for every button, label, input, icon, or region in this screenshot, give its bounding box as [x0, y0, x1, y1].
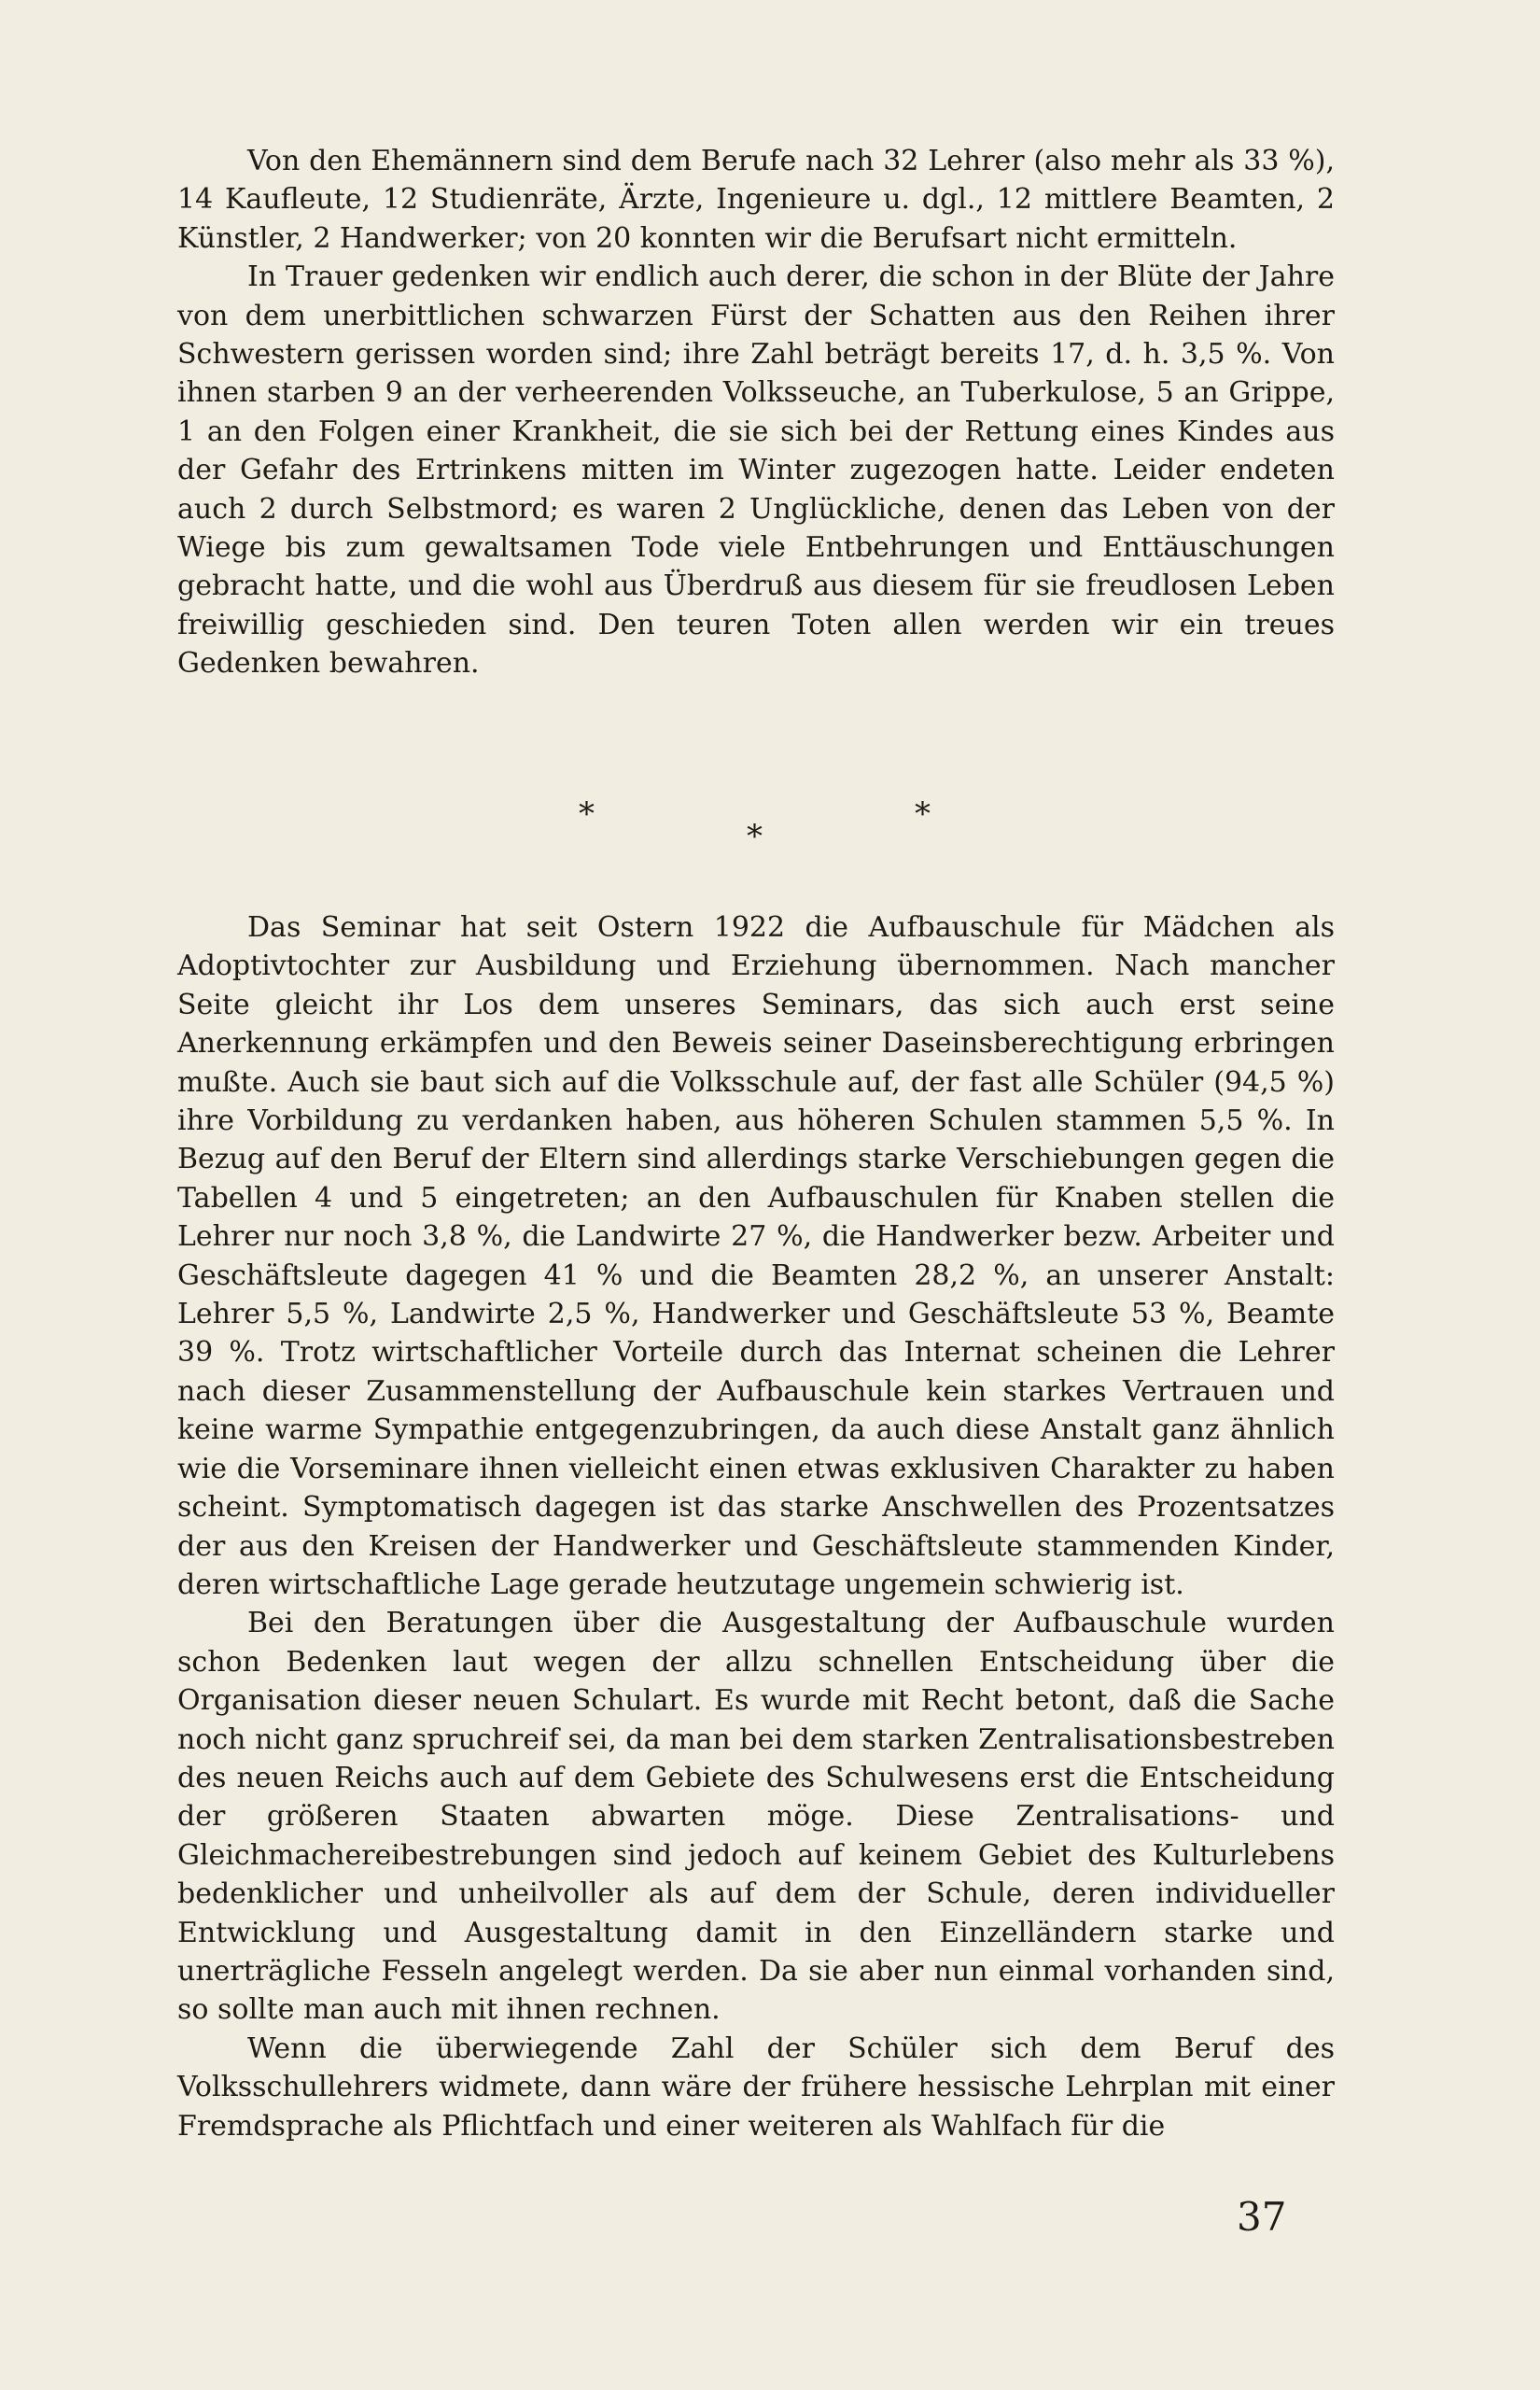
separator-asterisk-center: * [747, 818, 763, 855]
paragraph-trauer: In Trauer gedenken wir endlich auch derer, die schon in der Blüte der Jahre von dem unerbittlichen schwarzen Fürst der Schatten aus den Reihen ihrer Schwestern gerissen worden sind; ihre Zahl beträgt bereits 17, d. h. 3,5 %. Von ihnen starben 9 an der verheerenden Volksseuche, an Tuberkulose, 5 an Grippe, 1 an den Folgen einer Krankheit, die sie sich bei der Rettung eines Kindes aus der Gefahr des Ertrinkens mitten im Winter zugezogen hatte. Leider endeten auch 2 durch Selbstmord; es waren 2 Unglückliche, denen das Leben von der Wiege bis zum gewaltsamen Tode viele Entbehrungen und Enttäuschungen gebracht hatte, und die wohl aus Überdruß aus diesem für sie freudlosen Leben freiwillig geschieden sind. Den teuren Toten allen werden wir ein treues Gedenken bewahren. [177, 260, 1335, 681]
separator-asterisk-right: * [915, 795, 931, 833]
section-separator [0, 795, 1540, 855]
paragraph-aufbauschule: Das Seminar hat seit Ostern 1922 die Aufbauschule für Mädchen als Adoptivtochter zur Ausbildung und Erziehung übernommen. Nach mancher Seite gleicht ihr Los dem unseres Seminars, das sich auch erst seine Anerkennung erkämpfen und den Beweis seiner Daseinsberechtigung erbringen mußte. Auch sie baut sich auf die Volksschule auf, der fast alle Schüler (94,5 %) ihre Vorbildung zu verdanken haben, aus höheren Schulen stammen 5,5 %. In Bezug auf den Beruf der Eltern sind allerdings starke Verschiebungen gegen die Tabellen 4 und 5 eingetreten; an den Aufbauschulen für Knaben stellen die Lehrer nur noch 3,8 %, die Landwirte 27 %, die Handwerker bezw. Arbeiter und Geschäftsleute dagegen 41 % und die Beamten 28,2 %, an unserer Anstalt: Lehrer 5,5 %, Landwirte 2,5 %, Handwerker und Geschäftsleute 53 %, Beamte 39 %. Trotz wirtschaftlicher Vorteile durch das Internat scheinen die Lehrer nach dieser Zusammenstellung der Aufbauschule kein starkes Vertrauen und keine warme Sympathie entgegenzubringen, da auch diese Anstalt ganz ähnlich wie die Vorseminare ihnen vielleicht einen etwas exklusiven Charakter zu haben scheint. Symptomatisch dagegen ist das starke Anschwellen des Prozentsatzes der aus den Kreisen der Handwerker und Geschäftsleute stammenden Kinder, deren wirtschaftliche Lage gerade heutzutage ungemein schwierig ist. [177, 911, 1335, 1601]
paragraph-berufe-ehemaenner: Von den Ehemännern sind dem Berufe nach 32 Lehrer (also mehr als 33 %), 14 Kaufleute, 12 Studienräte, Ärzte, Ingenieure u. dgl., 12 mittlere Beamten, 2 Künstler, 2 Handwerker; von 20 konnten wir die Berufsart nicht ermitteln. [177, 145, 1335, 255]
text-section-ehemaenner [177, 142, 1335, 683]
page-number: 37 [1237, 2194, 1287, 2240]
paragraph-volksschullehrer: Wenn die überwiegende Zahl der Schüler sich dem Beruf des Volksschullehrers widmete, dann wäre der frühere hessische Lehrplan mit einer Fremdsprache als Pflichtfach und einer weiteren als Wahlfach für die [177, 2032, 1335, 2143]
paragraph-beratungen: Bei den Beratungen über die Ausgestaltung der Aufbauschule wurden schon Bedenken laut wegen der allzu schnellen Entscheidung über die Organisation dieser neuen Schulart. Es wurde mit Recht betont, daß die Sache noch nicht ganz spruchreif sei, da man bei dem starken Zentralisationsbestreben des neuen Reichs auch auf dem Gebiete des Schulwesens erst die Entscheidung der größeren Staaten abwarten möge. Diese Zentralisations- und Gleichmachereibestrebungen sind jedoch auf keinem Gebiet des Kulturlebens bedenklicher und unheilvoller als auf dem der Schule, deren individueller Entwicklung und Ausgestaltung damit in den Einzelländern starke und unerträgliche Fesseln angelegt werden. Da sie aber nun einmal vorhanden sind, so sollte man auch mit ihnen rechnen. [177, 1607, 1335, 2027]
separator-asterisk-left: * [579, 795, 595, 833]
text-section-aufbauschule [177, 908, 1335, 2145]
